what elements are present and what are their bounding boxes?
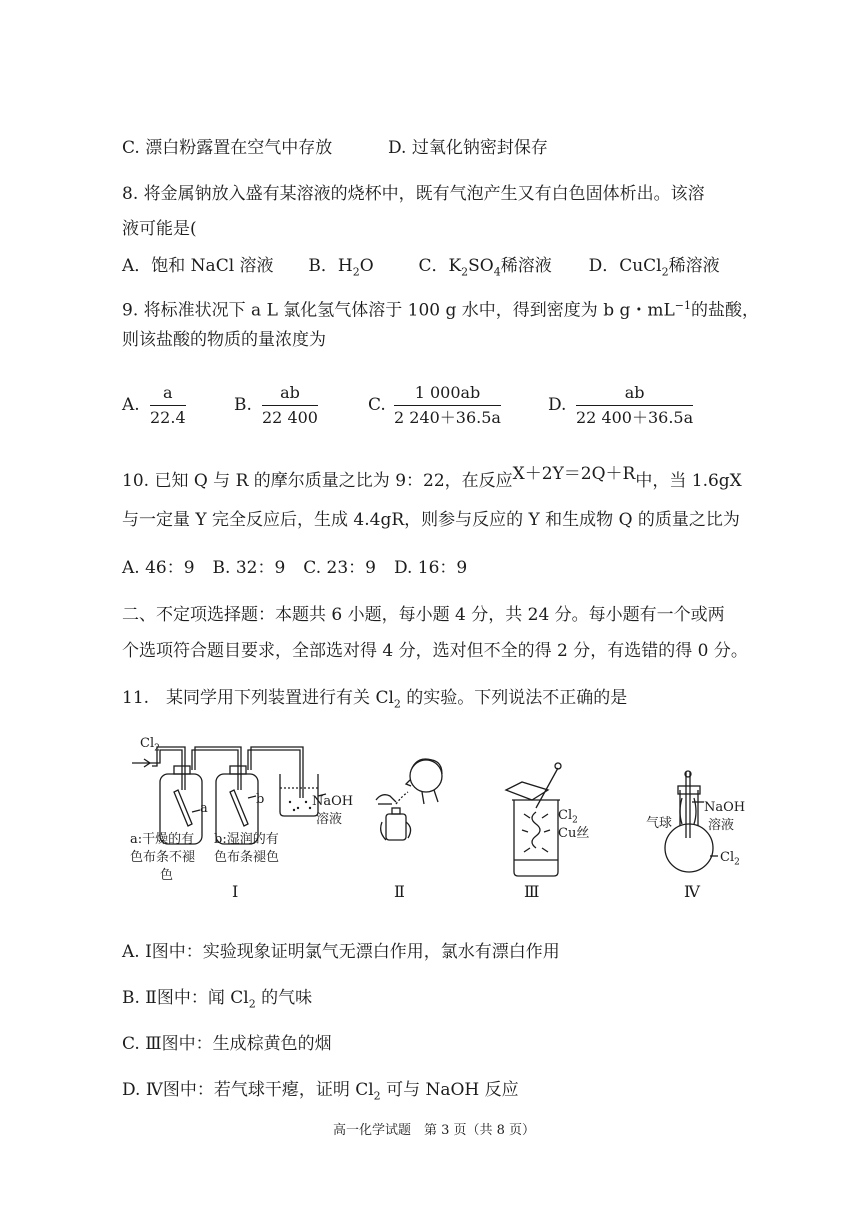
figure-1-bottle-a-label: a	[200, 801, 208, 816]
q10-stem-line2: 与一定量 Y 完全反应后，生成 4.4gR，则参与反应的 Y 和生成物 Q 的质量之比为	[122, 510, 740, 530]
figure-1-caption-b-line1: b:湿润的有	[214, 832, 279, 847]
q10-options	[122, 556, 467, 580]
q11-stem: 11. 某同学用下列装置进行有关 $Cl_2$ 的实验。下列说法不正确的是	[122, 688, 628, 711]
q10-stem-line1: 10. 已知 Q 与 R 的摩尔质量之比为 9：22，在反应X＋2Y＝2Q＋R中，当 1.6gX	[122, 464, 742, 491]
q8-options	[122, 254, 720, 284]
q10-option-c: C. 23：9	[303, 558, 376, 578]
figure-3-number: Ⅲ	[524, 882, 540, 901]
q10-reaction: X＋2Y＝2Q＋R	[512, 464, 636, 484]
figure-1-caption-a-line3: 色	[160, 868, 174, 883]
figure-1-solution-label: 溶液	[316, 812, 343, 827]
q8-stem-line2: 液可能是(	[122, 219, 197, 239]
figure-1-naoh-label: NaOH	[312, 794, 354, 809]
q9-option-d-label: D.	[548, 395, 567, 415]
figure-1-number: Ⅰ	[232, 882, 239, 901]
figure-4-balloon-label: 气球	[646, 816, 673, 831]
q9-stem-line1: 9. 将标准状况下 a L 氯化氢气体溶于 100 g 水中，得到密度为 b g・$mL^{-1}$的盐酸，	[122, 299, 759, 321]
figure-4-number: Ⅳ	[684, 882, 700, 901]
q11-option-c: C. Ⅲ图中：生成棕黄色的烟	[122, 1034, 332, 1054]
q10-option-a: A. 46：9	[122, 558, 195, 578]
section2-line1: 二、不定项选择题：本题共 6 小题，每小题 4 分，共 24 分。每小题有一个或两	[122, 605, 725, 625]
q9-option-b-label: B.	[234, 395, 252, 415]
figure-4-cl2-label: $Cl_2$	[720, 850, 740, 868]
q9-option-c-label: C.	[368, 395, 386, 415]
q9-option-c-fraction: 1 000ab 2 240＋36.5a	[394, 383, 501, 427]
q11-option-d: D. Ⅳ图中：若气球干瘪，证明 $Cl_2$ 可与 NaOH 反应	[122, 1080, 519, 1103]
q8-option-d: D．CuCl$_2$稀溶液	[588, 256, 720, 279]
q8-stem-line1: 8. 将金属钠放入盛有某溶液的烧杯中，既有气泡产生又有白色固体析出。该溶	[122, 184, 705, 204]
q11-option-b: B. Ⅱ图中：闻 $Cl_2$ 的气味	[122, 988, 313, 1011]
q9-option-d-fraction: ab 22 400＋36.5a	[576, 383, 694, 427]
q9-stem-line2: 则该盐酸的物质的量浓度为	[122, 330, 326, 350]
q9-option-b-fraction: ab 22 400	[262, 383, 318, 427]
q7-option-d: D. 过氧化钠密封保存	[388, 138, 548, 158]
figure-1-caption-a-line2: 色布条不褪	[130, 850, 196, 865]
page-footer: 高一化学试题 第 3 页（共 8 页）	[332, 1123, 536, 1138]
figure-4-naoh-label: NaOH	[704, 800, 746, 815]
q7-option-c: C. 漂白粉露置在空气中存放	[122, 138, 333, 158]
figure-2-smelling-gas	[368, 752, 458, 852]
figure-3-cl2-label: $Cl_2$	[558, 808, 578, 826]
figure-1-gas-label: $Cl_2$	[140, 736, 160, 754]
q10-option-d: D. 16：9	[393, 558, 468, 578]
figure-1-caption-b-line2: 色布条褪色	[214, 850, 280, 865]
q9-option-a-label: A.	[122, 395, 140, 415]
figure-3-cu-label: Cu丝	[558, 826, 590, 841]
q10-option-b: B. 32：9	[212, 558, 286, 578]
q8-option-b: B．$H_2O$	[308, 256, 374, 279]
figure-1-caption-a-line1: a:干燥的有	[130, 832, 195, 847]
figure-2-number: Ⅱ	[394, 882, 405, 901]
q8-option-c: C．$K_2SO_4$稀溶液	[418, 256, 552, 279]
q8-option-a: A．饱和 NaCl 溶液	[122, 256, 274, 276]
figure-1-bottle-b-label: b	[256, 792, 265, 807]
q9-option-a-fraction: a 22.4	[150, 383, 186, 427]
q11-option-a: A. Ⅰ图中：实验现象证明氯气无漂白作用，氯水有漂白作用	[122, 942, 560, 962]
figure-4-solution-label: 溶液	[708, 818, 735, 833]
section2-line2: 个选项符合题目要求，全部选对得 4 分，选对但不全的得 2 分，有选错的得 0 分。	[122, 641, 748, 661]
